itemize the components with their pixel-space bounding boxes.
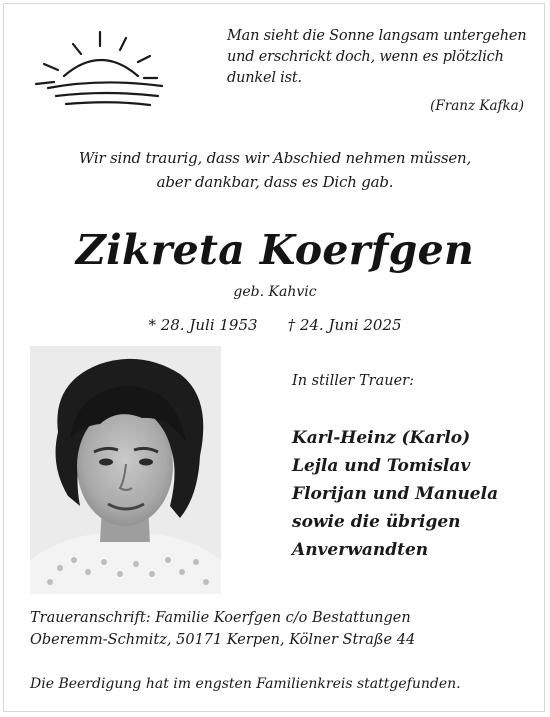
sunset-icon (26, 26, 176, 116)
funeral-note: Die Beerdigung hat im engsten Familienkreis stattgefunden. (30, 676, 461, 692)
mourner-name: Anverwandten (292, 540, 429, 560)
death-date: † 24. Juni 2025 (287, 316, 402, 334)
birth-date: * 28. Juli 1953 (148, 316, 258, 334)
portrait-photo (30, 346, 221, 594)
intro-text (0, 146, 550, 194)
mourner-name: Florijan und Manuela (292, 484, 499, 504)
deceased-name: Zikreta Koerfgen (75, 226, 475, 274)
address-line: Traueranschrift: Familie Koerfgen c/o Bestattungen (30, 610, 411, 626)
mourner-name: Lejla und Tomislav (292, 456, 471, 476)
intro-line: Wir sind traurig, dass wir Abschied nehmen müssen, (78, 149, 472, 167)
intro-line: aber dankbar, dass es Dich gab. (156, 173, 394, 191)
quote (227, 26, 527, 89)
quote-line: dunkel ist. (227, 70, 302, 86)
mourner-name: sowie die übrigen (292, 512, 461, 532)
quote-author: (Franz Kafka) (430, 98, 524, 114)
quote-line: Man sieht die Sonne langsam untergehen (227, 28, 527, 44)
mourning-address (30, 607, 415, 651)
mourning-label: In stiller Trauer: (292, 373, 414, 389)
quote-line: und erschrickt doch, wenn es plötzlich (227, 49, 504, 65)
mourner-name: Karl-Heinz (Karlo) (292, 428, 471, 448)
life-dates (0, 314, 550, 336)
mourners-list (292, 424, 498, 564)
birth-name: geb. Kahvic (233, 284, 317, 300)
address-line: Oberemm-Schmitz, 50171 Kerpen, Kölner Straße 44 (30, 632, 416, 648)
